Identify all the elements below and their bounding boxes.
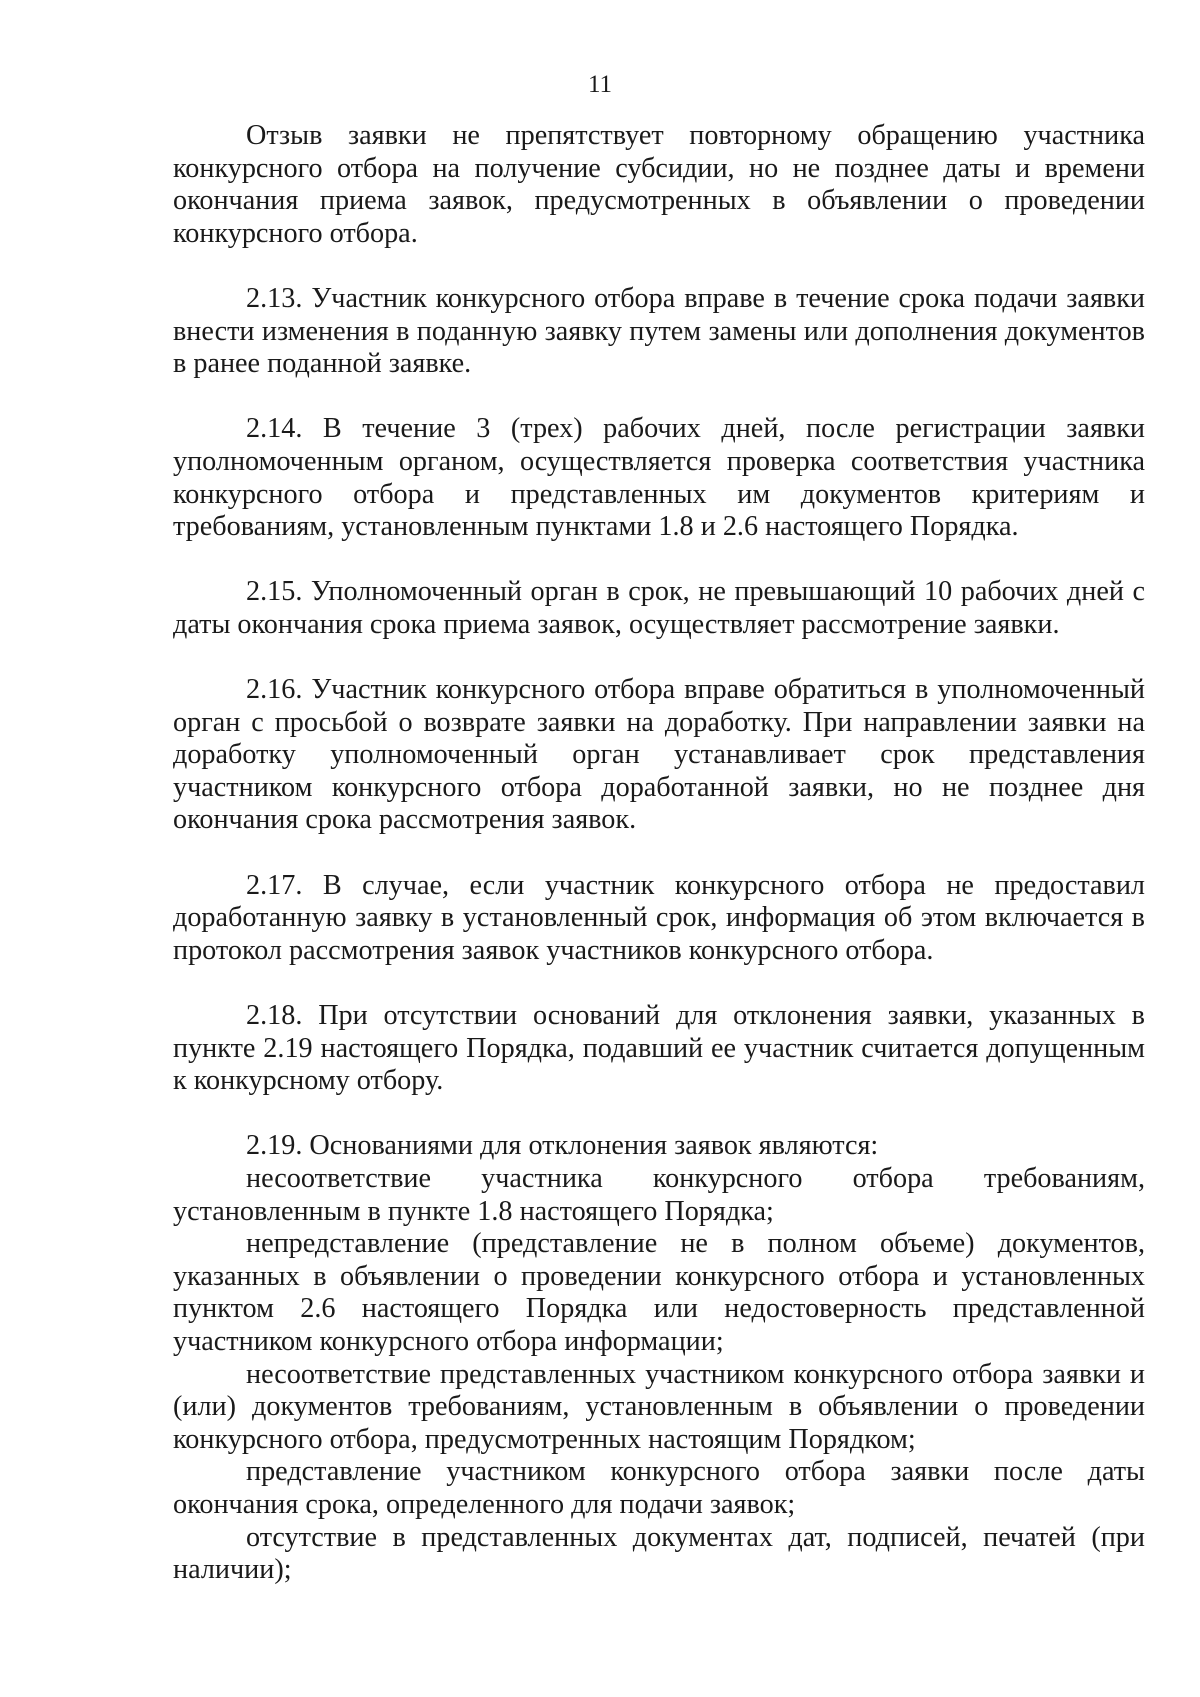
paragraph: 2.18. При отсутствии оснований для отклонения заявки, указанных в пункте 2.19 настоящего Порядка, подавший ее участник считается допущенным к конкурсному отбору. — [173, 1000, 1145, 1097]
paragraph: 2.15. Уполномоченный орган в срок, не превышающий 10 рабочих дней с даты окончания срока приема заявок, осуществляет рассмотрение заявки. — [173, 576, 1145, 640]
paragraph: представление участником конкурсного отбора заявки после даты окончания срока, определенного для подачи заявок; — [173, 1456, 1145, 1520]
paragraph: отсутствие в представленных документах дат, подписей, печатей (при наличии); — [173, 1521, 1145, 1586]
paragraph: 2.14. В течение 3 (трех) рабочих дней, после регистрации заявки уполномоченным органом, осуществляется проверка соответствия участника конкурсного отбора и представленных им документов критериям и требованиям, установленным пунктами 1.8 и 2.6 настоящего Порядка. — [173, 413, 1145, 543]
paragraph: несоответствие представленных участником конкурсного отбора заявки и (или) документов требованиям, установленным в объявлении о проведении конкурсного отбора, предусмотренных настоящим Порядком; — [173, 1358, 1145, 1455]
paragraph: 2.19. Основаниями для отклонения заявок являются: — [246, 1130, 879, 1162]
paragraph: 2.16. Участник конкурсного отбора вправе обратиться в уполномоченный орган с просьбой о возврате заявки на доработку. При направлении заявки на доработку уполномоченный орган устанавливает срок представления участником конкурсного отбора доработанной заявки, но не позднее дня окончания срока рассмотрения заявок. — [173, 674, 1145, 836]
paragraph: 2.13. Участник конкурсного отбора вправе в течение срока подачи заявки внести изменения в поданную заявку путем замены или дополнения документов в ранее поданной заявке. — [173, 282, 1145, 380]
page-number: 11 — [587, 71, 613, 98]
paragraph: 2.17. В случае, если участник конкурсного отбора не предоставил доработанную заявку в установленный срок, информация об этом включается в протокол рассмотрения заявок участников конкурсного отбора. — [173, 869, 1145, 966]
paragraph: непредставление (представление не в полном объеме) документов, указанных в объявлении о проведении конкурсного отбора и установленных пунктом 2.6 настоящего Порядка или недостоверность представленной участником конкурсного отбора информации; — [173, 1228, 1145, 1357]
document-body — [173, 120, 1145, 1587]
paragraph: несоответствие участника конкурсного отбора требованиям, установленным в пункте 1.8 настоящего Порядка; — [173, 1163, 1145, 1227]
paragraph: Отзыв заявки не препятствует повторному обращению участника конкурсного отбора на получение субсидии, но не позднее даты и времени окончания приема заявок, предусмотренных в объявлении о проведении конкурсного отбора. — [173, 120, 1145, 249]
